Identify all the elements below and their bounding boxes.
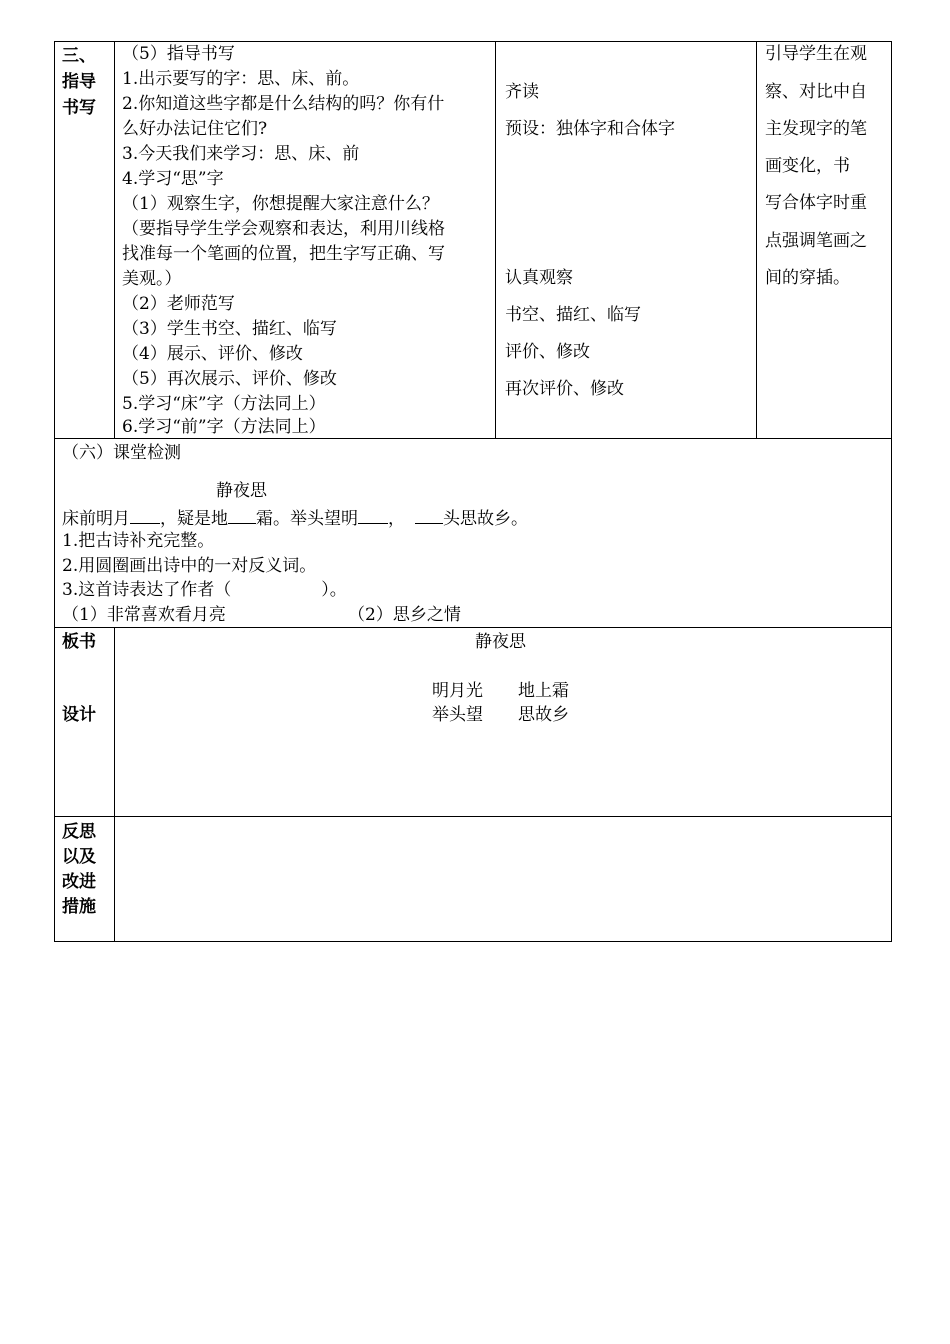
poem-blank[interactable] (358, 505, 388, 524)
teacher-line: （1）观察生字，你想提醒大家注意什么？ (122, 194, 439, 214)
board-row1-a: 明月光 (432, 681, 483, 701)
poem-blank[interactable] (228, 505, 256, 524)
reflection-label-3: 改进 (62, 872, 96, 892)
teacher-line: 1.出示要写的字：思、床、前。 (122, 69, 360, 89)
intent-line: 间的穿插。 (765, 268, 850, 288)
poem-part: ，疑是地 (160, 509, 228, 529)
reflection-content-area[interactable] (116, 818, 890, 940)
teacher-line: 美观。） (122, 269, 182, 289)
teacher-line: （5）再次展示、评价、修改 (122, 369, 337, 389)
poem-part: ， (388, 509, 405, 529)
intent-line: 主发现字的笔 (765, 119, 867, 139)
board-row2-b: 思故乡 (518, 705, 569, 725)
teacher-line: 么好办法记住它们? (122, 119, 268, 139)
intent-line: 画变化，书 (765, 156, 850, 176)
poem-part: 床前明月 (62, 509, 130, 529)
student-line: 认真观察 (505, 268, 573, 288)
board-title: 静夜思 (475, 632, 526, 652)
table-border-bottom (54, 941, 892, 942)
poem-fill-line (62, 505, 528, 531)
intent-line: 引导学生在观 (765, 44, 867, 64)
reflection-label-4: 措施 (62, 897, 96, 917)
teacher-line: 4.学习“思”字 (122, 169, 224, 189)
teacher-line: （3）学生书空、描红、临写 (122, 319, 337, 339)
question-3-end: ）。 (321, 580, 347, 600)
divider-row-board (54, 816, 892, 817)
question-3-text: 3.这首诗表达了作者（ (62, 580, 232, 600)
student-line: 预设：独体字和合体字 (505, 119, 675, 139)
question-3 (62, 578, 347, 602)
teacher-line: 2.你知道这些字都是什么结构的吗？你有什 (122, 94, 445, 114)
divider-col3 (756, 41, 757, 438)
section3-label-2: 指导 (62, 72, 96, 92)
board-row1-b: 地上霜 (518, 681, 569, 701)
question-2: 2.用圆圈画出诗中的一对反义词。 (62, 556, 317, 576)
question-1: 1.把古诗补充完整。 (62, 531, 215, 551)
student-line: 再次评价、修改 (505, 379, 624, 399)
student-line: 齐读 (505, 82, 539, 102)
board-row2-a: 举头望 (432, 705, 483, 725)
check-heading: （六）课堂检测 (62, 443, 181, 463)
poem-blank[interactable] (130, 505, 160, 524)
teacher-line: （4）展示、评价、修改 (122, 344, 303, 364)
teacher-line: 找准每一个笔画的位置，把生字写正确、写 (122, 244, 445, 264)
teacher-line: （要指导学生学会观察和表达，利用川线格 (122, 219, 445, 239)
board-label-bottom: 设计 (62, 705, 96, 725)
divider-label-col (114, 627, 115, 942)
divider-col2 (495, 41, 496, 438)
teacher-line: 3.今天我们来学习：思、床、前 (122, 144, 360, 164)
board-label-top: 板书 (62, 632, 96, 652)
poem-part: 头思故乡。 (443, 509, 528, 529)
option-2: （2）思乡之情 (348, 605, 461, 625)
divider-col1 (114, 41, 115, 438)
section3-label-3: 书写 (62, 98, 96, 118)
table-border-right (891, 41, 892, 942)
intent-line: 察、对比中自 (765, 82, 867, 102)
teacher-line: （5）指导书写 (122, 44, 235, 64)
divider-row-check (54, 627, 892, 628)
section3-label-1: 三、 (62, 46, 96, 66)
poem-part: 霜。举头望明 (256, 509, 358, 529)
teacher-line: （2）老师范写 (122, 294, 235, 314)
intent-line: 点强调笔画之 (765, 231, 867, 251)
student-line: 评价、修改 (505, 342, 590, 362)
intent-line: 写合体字时重 (765, 193, 867, 213)
teacher-line: 6.学习“前”字（方法同上） (122, 417, 326, 437)
teacher-line: 5.学习“床”字（方法同上） (122, 394, 326, 414)
poem-blank[interactable] (415, 505, 443, 524)
reflection-label-1: 反思 (62, 822, 96, 842)
option-1: （1）非常喜欢看月亮 (62, 605, 226, 625)
reflection-label-2: 以及 (62, 847, 96, 867)
student-line: 书空、描红、临写 (505, 305, 641, 325)
poem-title: 静夜思 (216, 481, 267, 501)
table-border-left (54, 41, 55, 942)
